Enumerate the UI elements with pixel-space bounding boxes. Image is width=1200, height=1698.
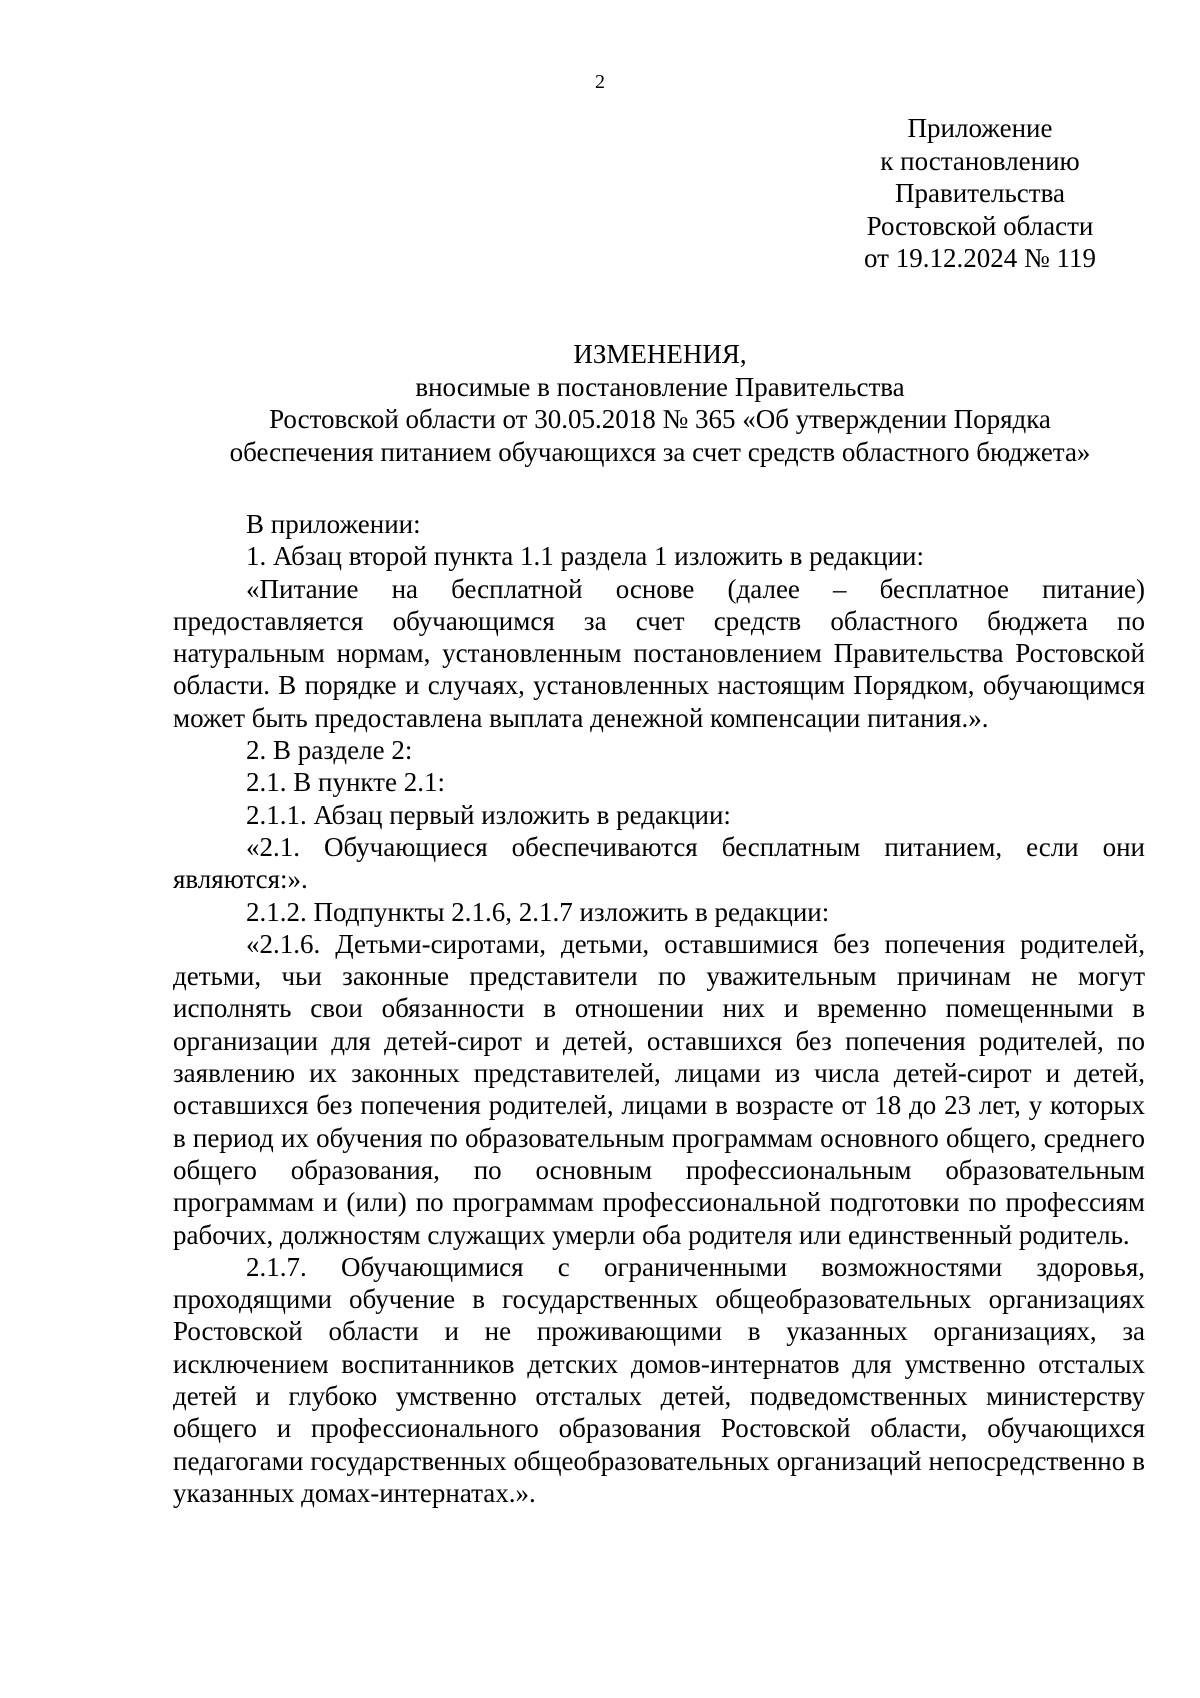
page-number: 2 (595, 71, 605, 93)
paragraph: 2.1.1. Абзац первый изложить в редакции: (246, 799, 731, 830)
title-heading: ИЗМЕНЕНИЯ, (573, 339, 747, 369)
paragraph: «2.1.6. Детьми-сиротами, детьми, оставшимися без попечения родителей, детьми, чьи законные представители по уважительным причинам не могут исполнять свои обязанности в отношении них и временно помещенными в организации для детей-сирот и детей, оставшихся без попечения родителей, по заявлению их законных представителей, лицами из числа детей-сирот и детей, оставшихся без попечения родителей, лицами в возрасте от 18 до 23 лет, у которых в период их обучения по образовательным программам основного общего, среднего общего образования, по основным профессиональным образовательным программам и (или) по программам профессиональной подготовки по профессиям рабочих, должностям служащих умерли оба родителя или единственный родитель. (173, 928, 1145, 1250)
title-line: Ростовской области от 30.05.2018 № 365 «Об утверждении Порядка (269, 404, 1051, 434)
title-line: вносимые в постановление Правительства (415, 371, 905, 402)
title-line: обеспечения питанием обучающихся за счет средств областного бюджета» (229, 436, 1091, 467)
paragraph: В приложении: (246, 509, 421, 539)
appendix-line: Правительства (895, 178, 1065, 208)
appendix-line: к постановлению (880, 145, 1080, 176)
paragraph: «Питание на бесплатной основе (далее – бесплатное питание) предоставляется обучающимся за счет средств областного бюджета по натуральным нормам, установленным постановлением Правительства Ростовской области. В порядке и случаях, установленных настоящим Порядком, обучающимся может быть предоставлена выплата денежной компенсации питания.». (173, 573, 1145, 733)
document-body (173, 508, 1145, 1509)
appendix-date-number: от 19.12.2024 № 119 (864, 243, 1096, 273)
paragraph: 2.1. В пункте 2.1: (246, 767, 445, 798)
paragraph: «2.1. Обучающиеся обеспечиваются бесплатным питанием, если они являются:». (173, 831, 1145, 895)
appendix-header (830, 112, 1130, 275)
appendix-line: Приложение (907, 113, 1053, 143)
document-title (150, 338, 1170, 468)
paragraph: 2. В разделе 2: (246, 735, 413, 766)
appendix-line: Ростовской области (866, 210, 1094, 241)
paragraph: 2.1.2. Подпункты 2.1.6, 2.1.7 изложить в редакции: (246, 896, 830, 927)
paragraph: 2.1.7. Обучающимися с ограниченными возможностями здоровья, проходящими обучение в государственных общеобразовательных организациях Ростовской области и не проживающими в указанных организациях, за исключением воспитанников детских домов-интернатов для умственно отсталых детей и глубоко умственно отсталых детей, подведомственных министерству общего и профессионального образования Ростовской области, обучающихся педагогами государственных общеобразовательных организаций непосредственно в указанных домах-интернатах.». (173, 1251, 1145, 1508)
paragraph: 1. Абзац второй пункта 1.1 раздела 1 изложить в редакции: (246, 541, 924, 572)
